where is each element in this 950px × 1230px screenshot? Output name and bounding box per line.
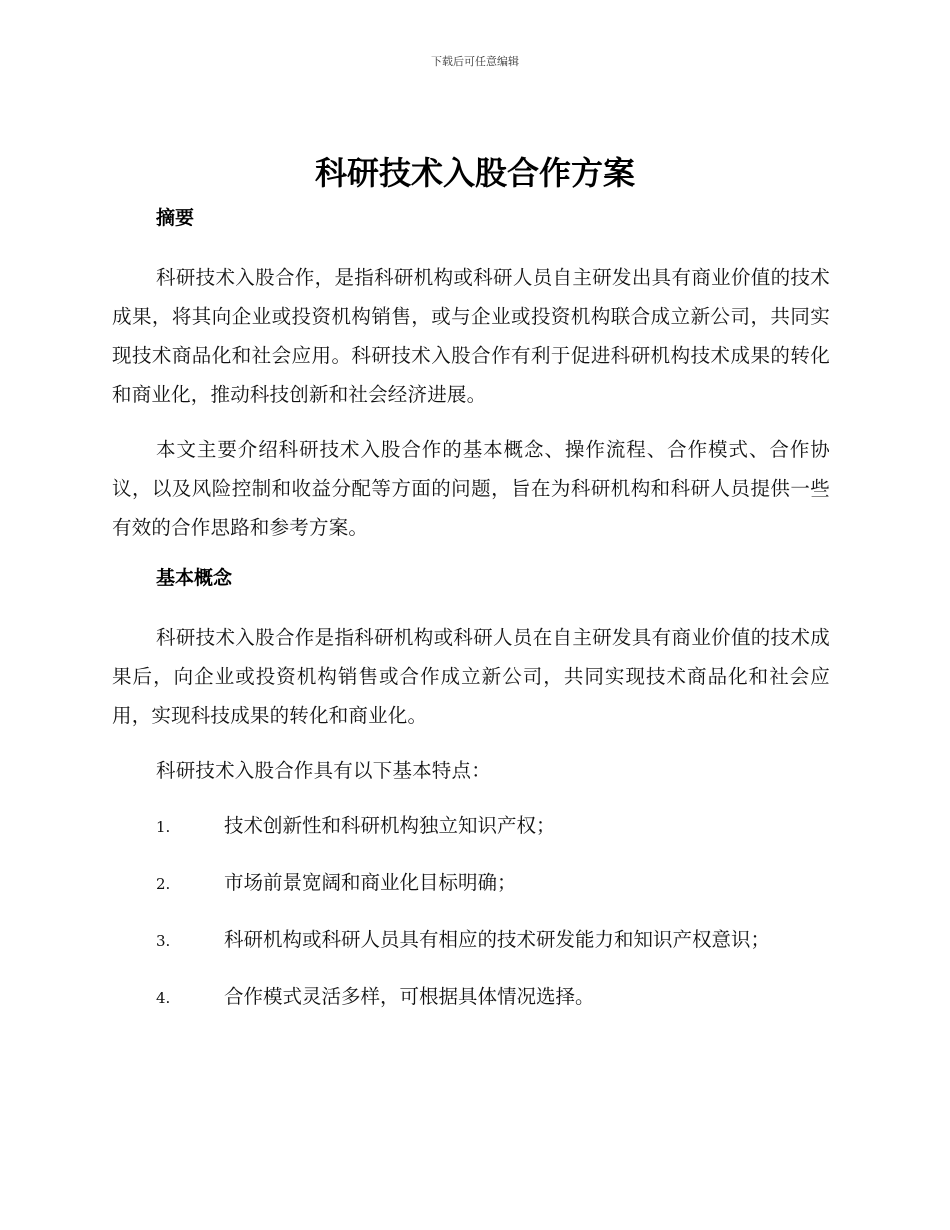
abstract-paragraph-1: 科研技术入股合作，是指科研机构或科研人员自主研发出具有商业价值的技术成果，将其向企业或投资机构销售，或与企业或投资机构联合成立新公司，共同实现技术商品化和社会应用。科研技术入股合作有利于促进科研机构技术成果的转化和商业化，推动科技创新和社会经济进展。 (112, 266, 830, 406)
abstract-paragraph-2: 本文主要介绍科研技术入股合作的基本概念、操作流程、合作模式、合作协议，以及风险控制和收益分配等方面的问题，旨在为科研机构和科研人员提供一些有效的合作思路和参考方案。 (112, 438, 830, 539)
list-item-number: 4. (156, 989, 171, 1007)
list-item-number: 1. (156, 818, 171, 836)
list-item (112, 806, 830, 847)
list-item-number: 3. (156, 932, 171, 950)
list-item-text: 合作模式灵活多样，可根据具体情况选择。 (224, 985, 595, 1008)
list-item (112, 977, 830, 1018)
list-item (112, 863, 830, 904)
list-item (112, 920, 830, 961)
concepts-paragraph-1: 科研技术入股合作是指科研机构或科研人员在自主研发具有商业价值的技术成果后，向企业或投资机构销售或合作成立新公司，共同实现技术商品化和社会应用，实现科技成果的转化和商业化。 (112, 626, 830, 727)
list-item-text: 科研机构或科研人员具有相应的技术研发能力和知识产权意识； (224, 928, 771, 951)
section-heading-abstract: 摘要 (156, 207, 195, 229)
section-heading-basic-concepts: 基本概念 (156, 567, 233, 589)
list-item-number: 2. (156, 875, 171, 893)
list-item-text: 市场前景宽阔和商业化目标明确； (224, 871, 517, 894)
header-note: 下载后可任意编辑 (431, 55, 519, 68)
concepts-paragraph-2: 科研技术入股合作具有以下基本特点： (156, 759, 491, 782)
feature-list (112, 806, 830, 1018)
document-body (112, 203, 830, 1034)
document-title: 科研技术入股合作方案 (314, 154, 635, 192)
list-item-text: 技术创新性和科研机构独立知识产权； (224, 814, 556, 837)
